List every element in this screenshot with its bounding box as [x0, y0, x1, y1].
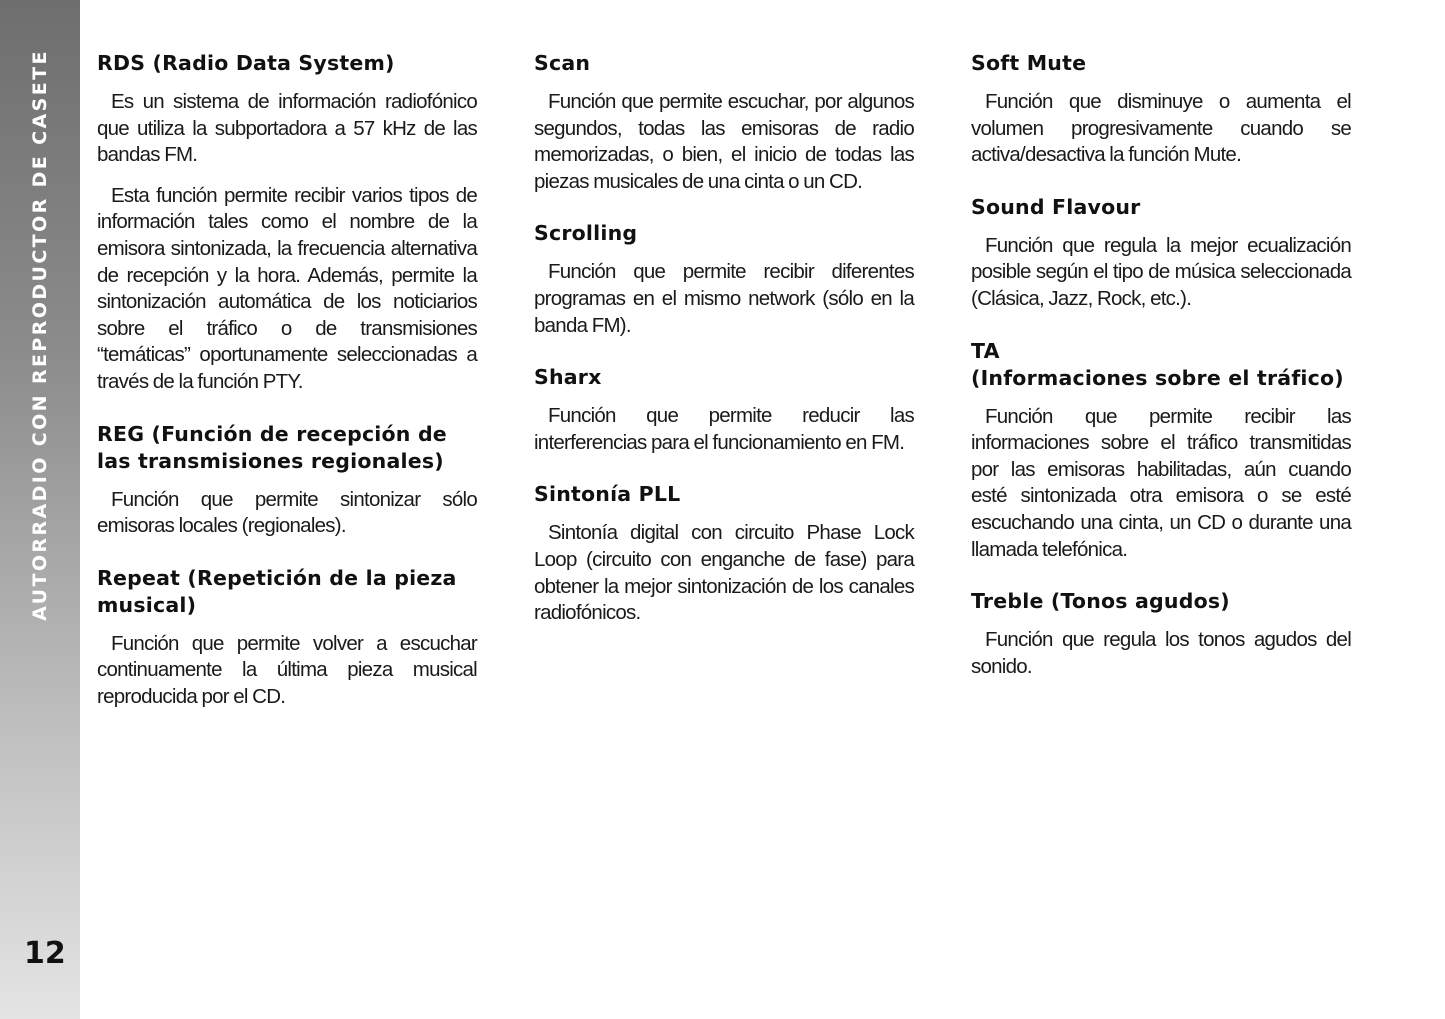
section-sintonia-pll	[534, 481, 914, 626]
heading-line: Repeat (Repetición de la pieza musical)	[97, 565, 457, 617]
section-heading	[971, 50, 1351, 77]
section-heading	[97, 565, 477, 619]
section-heading	[971, 338, 1351, 392]
paragraph: Sintonía digital con circuito Phase Lock Loop (circuito con enganche de fase) para obtener la mejor sintonización de los canales radiofónicos.	[534, 521, 914, 625]
heading-line: Scrolling	[534, 221, 638, 246]
column-3	[971, 50, 1351, 705]
paragraph: Es un sistema de información radiofónico que utiliza la subportadora a 57 kHz de las bandas FM.	[97, 90, 477, 167]
paragraph: Función que permite volver a escuchar continuamente la última pieza musical reproducida por el CD.	[97, 631, 477, 708]
heading-line: (Informaciones sobre el tráfico)	[971, 365, 1344, 390]
section-sharx	[534, 364, 914, 456]
side-band	[0, 0, 80, 1019]
heading-line: RDS (Radio Data System)	[97, 51, 395, 75]
section-ta	[971, 338, 1351, 564]
heading-line: Sound Flavour	[971, 194, 1141, 219]
section-sound-flavour	[971, 194, 1351, 313]
heading-line: Scan	[534, 51, 591, 75]
section-reg	[97, 421, 477, 540]
paragraph: Función que regula la mejor ecualización posible según el tipo de música seleccionada (Clásica, Jazz, Rock, etc.).	[971, 233, 1351, 310]
heading-line: Sintonía PLL	[534, 482, 681, 507]
section-treble	[971, 588, 1351, 680]
heading-line: TA	[971, 338, 1000, 363]
heading-line: Sharx	[534, 365, 602, 390]
section-heading	[534, 220, 914, 247]
section-heading	[534, 481, 914, 508]
paragraph: Esta función permite recibir varios tipos de información tales como el nombre de la emisora sintonizada, la frecuencia alternativa de recepción y la hora. Además, permite la sintonización automática de los noticiarios sobre el tráfico o de transmisiones “temáticas” oportunamente seleccionadas a través de la función PTY.	[97, 183, 477, 393]
paragraph: Función que permite recibir diferentes programas en el mismo network (sólo en la banda FM).	[534, 260, 914, 337]
paragraph: Función que permite sintonizar sólo emisoras locales (regionales).	[97, 487, 477, 538]
section-scan	[534, 50, 914, 195]
section-heading	[534, 364, 914, 391]
heading-line: Treble (Tonos agudos)	[971, 589, 1230, 614]
section-heading	[971, 588, 1351, 615]
section-heading	[97, 421, 477, 475]
paragraph: Función que permite reducir las interferencias para el funcionamiento en FM.	[534, 404, 914, 454]
section-heading	[97, 50, 477, 77]
section-heading	[534, 50, 914, 77]
chapter-title: AUTORRADIO CON REPRODUCTOR DE CASETE	[29, 49, 51, 621]
heading-line: Soft Mute	[971, 51, 1087, 75]
section-rds	[97, 50, 477, 396]
page-number: 12	[24, 936, 66, 971]
paragraph: Función que permite recibir las informaciones sobre el tráfico transmitidas por las emisoras habilitadas, aún cuando esté sintonizada otra emisora o se esté escuchando una cinta, un CD o durante una llamada telefónica.	[971, 404, 1351, 561]
column-2	[534, 50, 914, 652]
section-scrolling	[534, 220, 914, 339]
section-heading	[971, 194, 1351, 221]
column-1	[97, 50, 477, 736]
section-repeat	[97, 565, 477, 711]
heading-line: REG (Función de recepción de las transmisiones regionales)	[97, 421, 447, 473]
paragraph: Función que disminuye o aumenta el volumen progresivamente cuando se activa/desactiva la función Mute.	[971, 90, 1351, 167]
section-soft-mute	[971, 50, 1351, 169]
paragraph: Función que regula los tonos agudos del sonido.	[971, 628, 1351, 678]
paragraph: Función que permite escuchar, por algunos segundos, todas las emisoras de radio memorizadas, o bien, el inicio de todas las piezas musicales de una cinta o un CD.	[534, 90, 914, 193]
